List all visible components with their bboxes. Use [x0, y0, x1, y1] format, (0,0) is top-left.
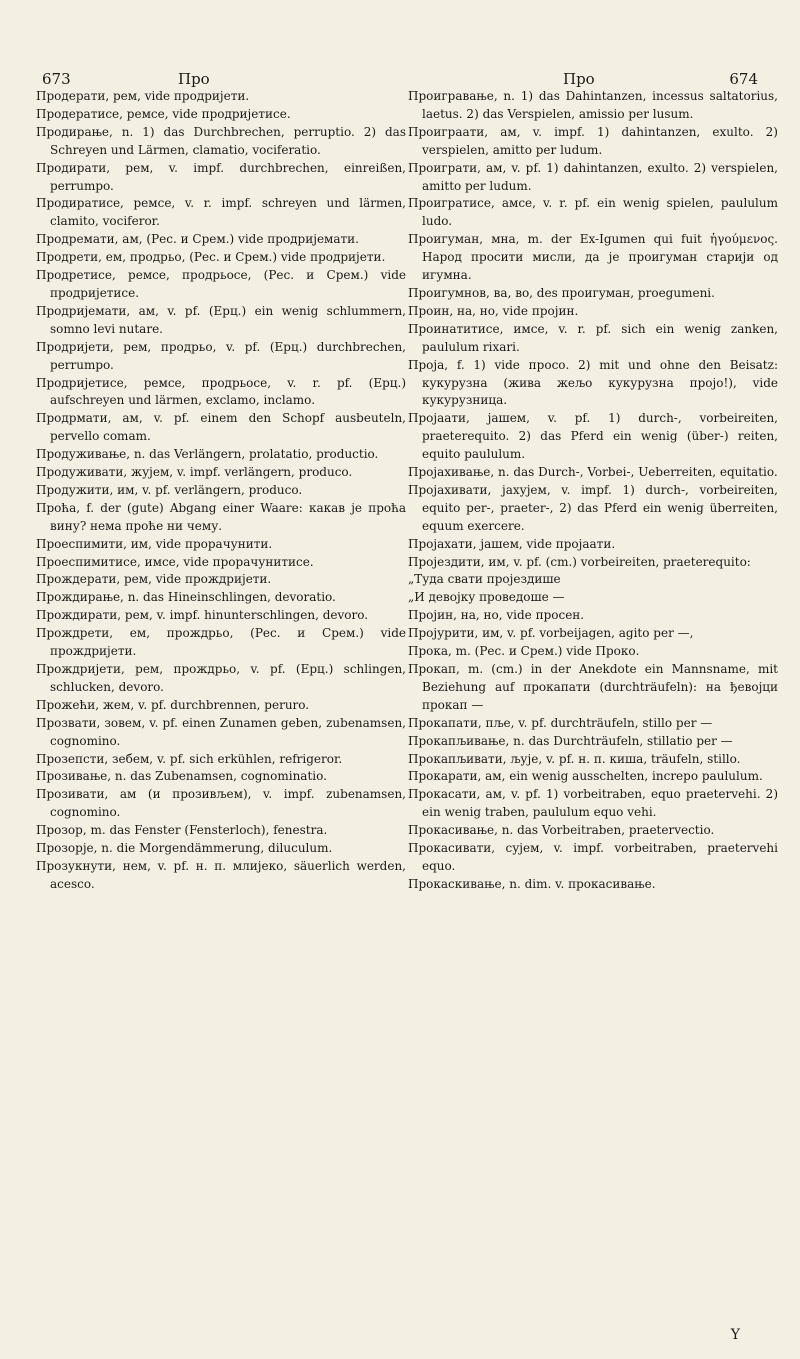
dictionary-entry: Пројурити, им, v. pf. vorbeijagen, agito per —, [408, 626, 694, 641]
page-number-right: 674 [729, 70, 758, 88]
dictionary-entry: Прокарати, ам, ein wenig ausschelten, increpo paululum. [408, 769, 763, 784]
running-headword-left: Про [178, 70, 210, 88]
dictionary-entry: Прозивати, ам (и прозивљем), v. impf. zubenamsen, cognomino. [36, 787, 406, 820]
dictionary-entry: Пројахивање, n. das Durch-, Vorbei-, Ueberreiten, equitatio. [408, 465, 778, 480]
dictionary-entry: Проиграати, ам, v. impf. 1) dahintanzen, exulto. 2) verspielen, amitto per ludum. [408, 124, 778, 157]
dictionary-entry: Продретисе, ремсе, продрьосе, (Рес. и Срем.) vide продријетисе. [36, 268, 406, 300]
dictionary-entry: Прождријети, рем, прождрьо, v. pf. (Ерц.) schlingen, schlucken, devoro. [36, 662, 406, 694]
dictionary-entry: Проћа, f. der (gute) Abgang einer Waare: какав је проћа вину? нема проће ни чему. [36, 500, 406, 533]
dictionary-entry: Прождирање, n. das Hineinschlingen, devoratio. [36, 590, 336, 605]
dictionary-entry: Пројахати, јашем, vide пројаати. [408, 536, 616, 551]
dictionary-entry: Проигравање, n. 1) das Dahintanzen, incessus saltatorius, laetus. 2) das Verspielen, amissio per lusum. [408, 89, 778, 121]
dictionary-entry: Прокасивање, n. das Vorbeitraben, praetervectio. [408, 823, 715, 838]
dictionary-entry: Прозор, m. das Fenster (Fensterloch), fenestra. [36, 823, 328, 838]
dictionary-entry: Прокаскивање, n. dim. v. прокасивање. [408, 876, 656, 891]
dictionary-entry: Продријетисе, ремсе, продрьосе, v. r. pf. (Ерц.) aufschreyen und lärmen, exclamo, inclamo. [36, 375, 406, 408]
left-column [36, 88, 406, 894]
dictionary-entry: Проигумнов, ва, во, des проигуман, proegumeni. [408, 285, 715, 300]
dictionary-entry: Прозивање, n. das Zubenamsen, cognominatio. [36, 769, 327, 784]
dictionary-entry: Прождерати, рем, vide прождријети. [36, 572, 272, 587]
dictionary-entry: Продирати, рем, v. impf. durchbrechen, einreißen, perrumpo. [36, 160, 406, 193]
dictionary-entry: Продрети, ем, продрьо, (Рес. и Срем.) vide продријети. [36, 250, 386, 265]
page-number-left: 673 [42, 70, 71, 88]
running-headword-right: Про [563, 70, 595, 88]
dictionary-entry: Проин, на, но, vide пројин. [408, 303, 579, 318]
dictionary-entry: Проја, f. 1) vide просо. 2) mit und ohne den Beisatz: кукурузна (жива жељо кукурузна проjо!), vide кукурузница. [408, 357, 778, 408]
dictionary-entry: Прокапљивати, љује, v. pf. н. п. кишa, träufeln, stillo. [408, 751, 741, 766]
dictionary-entry: Прозепсти, зебем, v. pf. sich erkühlen, refrigeror. [36, 751, 343, 766]
dictionary-entry: Проигуман, мна, m. der Ex-Igumen qui fuit ἡγούμενος. Народ просити мисли, да је проигуман старији од игумна. [408, 232, 778, 283]
right-column [408, 88, 778, 894]
dictionary-entry: Прождирати, рем, v. impf. hinunterschlingen, devoro. [36, 608, 369, 623]
dictionary-entry: Прокапљивање, n. das Durchträufeln, stillatio per — [408, 733, 733, 748]
dictionary-entry: Продерати, рем, vide продријети. [36, 89, 250, 103]
dictionary-entry: Прожећи, жем, v. pf. durchbrennen, peruro. [36, 697, 310, 712]
dictionary-entry: Проиграти, ам, v. pf. 1) dahintanzen, exulto. 2) verspielen, amitto per ludum. [408, 160, 778, 193]
dictionary-entry: Продератисе, ремсе, vide продријетисе. [36, 106, 291, 121]
dictionary-entry: Продиратисе, ремсе, v. r. impf. schreyen und lärmen, clamito, vociferor. [36, 196, 406, 229]
dictionary-entry: Продирање, n. 1) das Durchbrechen, perruptio. 2) das Schreyen und Lärmen, clamatio, vociferatio. [36, 124, 406, 157]
dictionary-entry: Проеспимитисе, имсе, vide прорачунитисе. [36, 554, 314, 569]
dictionary-entry: Пројездити, им, v. pf. (cm.) vorbeireiten, praeterequito: [408, 554, 751, 569]
page-header [18, 0, 782, 88]
dictionary-entry: Пројин, на, но, vide просен. [408, 608, 585, 623]
dictionary-entry: Прокасати, ам, v. pf. 1) vorbeitraben, equo praetervehi. 2) ein wenig traben, paululum equo vehi. [408, 787, 778, 820]
dictionary-entry: Прока, m. (Рес. и Срем.) vide Проко. [408, 644, 640, 659]
dictionary-entry: Прокап, m. (cm.) in der Anekdote ein Mannsname, mit Beziehung auf прокапати (durchträufeln): на ђевојци прокап — [408, 662, 778, 712]
dictionary-entry: Прозорје, n. die Morgendämmerung, diluculum. [36, 841, 333, 856]
dictionary-entry: Продуживање, n. das Verlängern, prolatatio, productio. [36, 447, 379, 462]
dictionary-entry: „И девојку проведоше — [408, 590, 565, 605]
dictionary-entry: Продремати, ам, (Рес. и Срем.) vide продријемати. [36, 232, 359, 247]
dictionary-entry: Продријемати, ам, v. pf. (Ерц.) ein wenig schlummern, somno levi nutare. [36, 303, 406, 336]
dictionary-entry: Проинатитисе, имсе, v. r. pf. sich ein wenig zanken, paululum rixari. [408, 321, 778, 354]
entry-columns [18, 88, 782, 894]
dictionary-entry: Продријети, рем, продрьо, v. pf. (Ерц.) durchbrechen, perrumpo. [36, 339, 406, 372]
dictionary-entry: Пројаати, јашем, v. pf. 1) durch-, vorbeireiten, praeterequito. 2) das Pferd ein wenig (über-) reiten, equito paululum. [408, 411, 778, 462]
dictionary-entry: Продрмати, ам, v. pf. einem den Schopf ausbeuteln, pervello comam. [36, 411, 406, 444]
dictionary-entry: Проеспимити, им, vide прорачунити. [36, 536, 273, 551]
dictionary-entry: Продужити, им, v. pf. verlängern, produco. [36, 482, 303, 497]
dictionary-entry: Прозвати, зовем, v. pf. einen Zunamen geben, zubenamsen, cognomino. [36, 715, 406, 748]
dictionary-entry: Прокасивати, сујем, v. impf. vorbeitraben, praetervehi equo. [408, 841, 778, 873]
signature-mark: Y [730, 1327, 740, 1343]
dictionary-entry: Пројахивати, јахујем, v. impf. 1) durch-, vorbeireiten, equito per-, praeter-, 2) das Pferd ein wenig überreiten, equum exercere. [408, 482, 778, 533]
dictionary-entry: Прождрети, ем, прождрьо, (Рес. и Срем.) vide прождријети. [36, 626, 406, 659]
dictionary-entry: „Туда свати пројездише [408, 572, 561, 587]
dictionary-entry: Проигратисе, амсе, v. r. pf. ein wenig spielen, paululum ludo. [408, 196, 778, 229]
dictionary-entry: Прозукнути, нем, v. pf. н. п. млијеко, säuerlich werden, acesco. [36, 858, 406, 891]
dictionary-entry: Продуживати, жујем, v. impf. verlängern, produco. [36, 465, 353, 480]
dictionary-entry: Прокапати, пље, v. pf. durchträufeln, stillo per — [408, 715, 713, 730]
